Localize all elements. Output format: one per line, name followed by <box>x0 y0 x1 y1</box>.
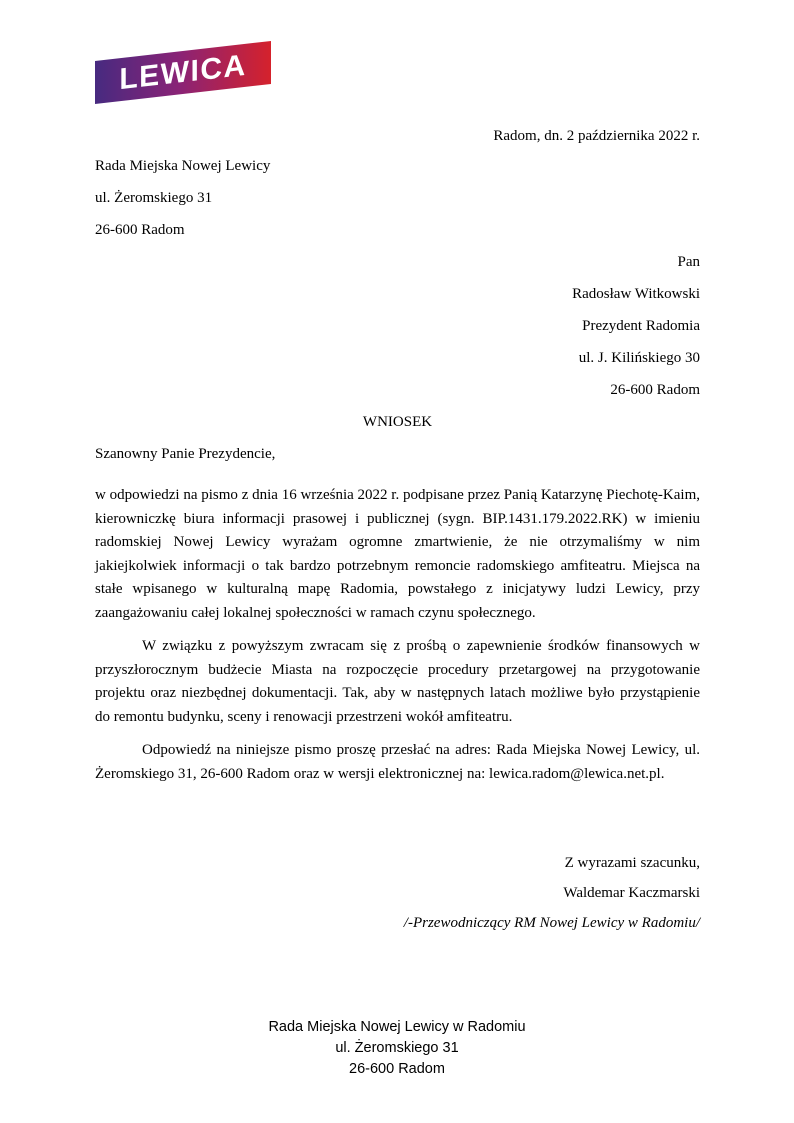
recipient-address-block <box>95 246 700 406</box>
recipient-line: ul. J. Kilińskiego 30 <box>578 350 700 366</box>
recipient-line: Pan <box>677 254 700 270</box>
footer-address-block <box>0 1017 794 1080</box>
recipient-line: Prezydent Radomia <box>582 318 700 334</box>
sender-address-line: 26-600 Radom <box>95 222 185 238</box>
footer-line: ul. Żeromskiego 31 <box>335 1040 459 1056</box>
recipient-line: 26-600 Radom <box>610 382 700 398</box>
footer-line: 26-600 Radom <box>349 1061 445 1077</box>
footer-line: Rada Miejska Nowej Lewicy w Radomiu <box>268 1019 526 1035</box>
body-paragraph: W związku z powyższym zwracam się z prośbą o zapewnienie środków finansowych w przyszłorocznym budżecie Miasta na rozpoczęcie procedury przetargowej na przygotowanie projektu oraz niezbędnej dokumentacji. Tak, aby w następnych latach możliwe było przystąpienie do remontu budynku, sceny i renowacji przestrzeni wokół amfiteatru. <box>95 638 700 725</box>
lewica-logo-text: LEWICA <box>119 48 247 96</box>
lewica-logo <box>95 41 271 104</box>
signature-closing: Z wyrazami szacunku, <box>564 855 700 871</box>
salutation: Szanowny Panie Prezydencie, <box>95 446 276 462</box>
sender-address-line: ul. Żeromskiego 31 <box>95 190 213 206</box>
letter-title: WNIOSEK <box>362 414 433 430</box>
body-paragraph: w odpowiedzi na pismo z dnia 16 września 2022 r. podpisane przez Panią Katarzynę Piechotę-Kaim, kierowniczkę biura informacji prasowej i publicznej (sygn. BIP.1431.179.2022.RK) w imieniu radomskiej Nowej Lewicy wyrażam ogromne zmartwienie, że nie otrzymaliśmy w nim jakiejkolwiek informacji o tak bardzo potrzebnym remoncie radomskiego amfiteatru. Miejsca na stałe wpisanego w kulturalną mapę Radomia, powstałego z inicjatywy ludzi Lewicy, przy zaangażowaniu całej lokalnej społeczności w ramach czynu społecznego. <box>95 487 700 621</box>
sender-address-block <box>95 150 700 246</box>
signatory-name: Waldemar Kaczmarski <box>563 885 700 901</box>
recipient-line: Radosław Witkowski <box>572 286 700 302</box>
date-line: Radom, dn. 2 października 2022 r. <box>493 128 700 144</box>
signatory-title: /-Przewodniczący RM Nowej Lewicy w Radomiu/ <box>403 915 700 931</box>
sender-address-line: Rada Miejska Nowej Lewicy <box>95 158 271 174</box>
body-paragraph: Odpowiedź na niniejsze pismo proszę przesłać na adres: Rada Miejska Nowej Lewicy, ul. Żeromskiego 31, 26-600 Radom oraz w wersji elektronicznej na: lewica.radom@lewica.net.pl. <box>95 742 700 782</box>
logo-area <box>95 48 700 124</box>
signature-block <box>95 848 700 938</box>
